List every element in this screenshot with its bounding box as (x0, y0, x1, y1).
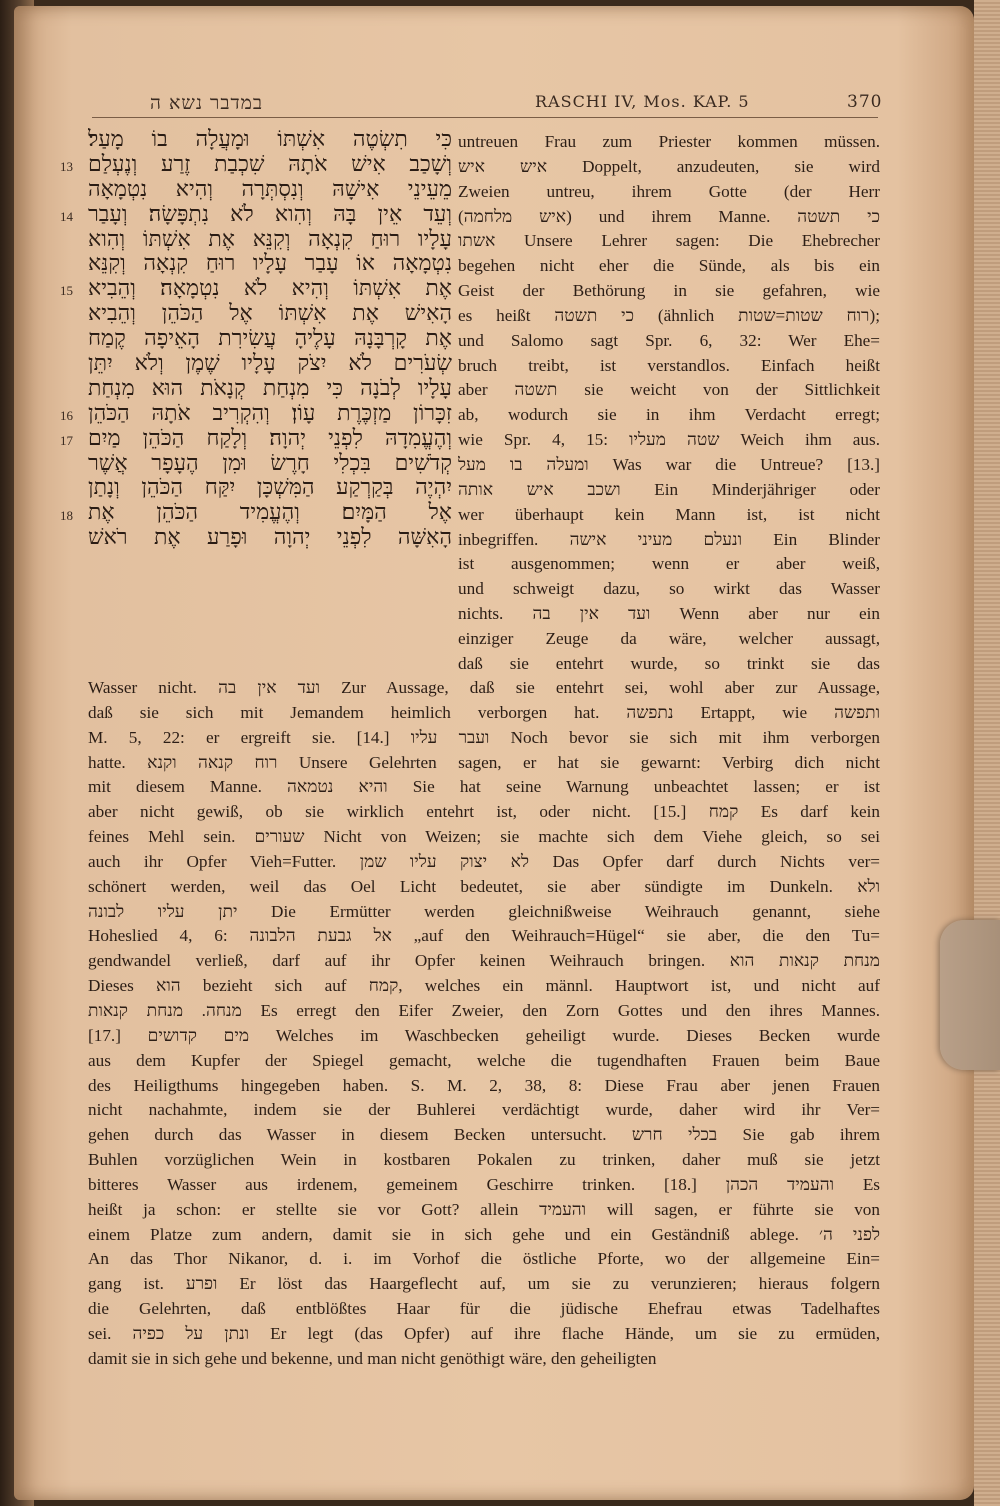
commentary-line: מנחה. מנחת קנאות Es erregt den Eifer Zweier, den Zorn Gottes und den ihres Mannes. (88, 1000, 880, 1020)
hebrew-verse-line: הָאִשָּׁה לִפְנֵי יְהוָה וּפָרַע אֶת רֹאשׁ (88, 526, 452, 551)
commentary-line: daß sie entehrt wurde, so trinkt sie das (458, 653, 880, 673)
commentary-line: ומעלה בו מעל Was war die Untreue? [13.] (458, 454, 880, 474)
commentary-line: ab, wodurch sie in ihm Verdacht erregt; (458, 405, 880, 425)
commentary-line: gendwandel verließ, darf auf ihr Opfer keinen Weihrauch bringen. מנחת קנאות הוא (88, 951, 880, 971)
commentary-line: nichts. ועד אין בה Wenn aber nur ein (458, 604, 880, 624)
commentary-line: mit diesem Manne. והיא נטמאה Sie hat seine Warnung unbeachtet lassen; er ist (88, 777, 880, 797)
commentary-line: Hoheslied 4, 6: אל גבעת הלבונה „auf den Weihrauch=Hügel“ sie aber, die den Tu= (88, 926, 880, 946)
commentary-line: aus dem Kupfer der Spiegel gemacht, welche die tugendhaften Frauen beim Baue (88, 1050, 880, 1070)
commentary-line: schönert werden, weil das Oel Licht bedeutet, sie aber sündigte im Dunkeln. ולא (88, 876, 880, 896)
hebrew-text-block (88, 128, 452, 551)
hebrew-verse-line: וְשָׁכַב אִישׁ אֹתָהּ שִׁכְבַת זֶרַע וְנֶעְלַם (88, 152, 452, 177)
commentary-line: wer überhaupt kein Mann ist, ist nicht (458, 504, 880, 524)
hebrew-verse-line: מֵעֵינֵי אִישָׁהּ וְנִסְתְּרָה וְהִיא נִטְמָאָה (88, 177, 452, 202)
commentary-line: gehen durch das Wasser in diesem Becken untersucht. בכלי חרש Sie gab ihrem (88, 1125, 880, 1145)
commentary-line: die Gelehrten, daß entblößtes Haar für die jüdische Ehefrau etwas Tadelhaftes (88, 1299, 880, 1319)
page-edges (974, 0, 1000, 1506)
hebrew-verse-line: נִטְמָאָה אוֹ עָבַר עָלָיו רוּחַ קִנְאָה וְקִנֵּא (88, 252, 452, 277)
hebrew-verse-line: יִהְיֶה בְּקַרְקַע הַמִּשְׁכָּן יִקַּח הַכֹּהֵן וְנָתַן (88, 476, 452, 501)
commentary-line: Wasser nicht. ועד אין בה Zur Aussage, daß sie entehrt sei, wohl aber zur Aussage, (88, 678, 880, 697)
commentary-line: es heißt כי תשטה (ähnlich רוח שטות=שטות); (458, 305, 880, 325)
hebrew-verse-line: שְׂעֹרִים לֹא יִצֹק עָלָיו שֶׁמֶן וְלֹא יִתֵּן (88, 352, 452, 377)
commentary-line: untreuen Frau zum Priester kommen müssen. (458, 132, 880, 151)
commentary-line: אשתו Unsere Lehrer sagen: Die Ehebrecher (458, 231, 880, 251)
commentary-line: damit sie in sich gehe und bekenne, und man nicht genöthigt wäre, den geheiligten (88, 1348, 657, 1368)
hebrew-verse-line: וְהֶעֱמִדָהּ לִפְנֵי יְהוָה׃ וְלָקַח הַכֹּהֵן מַיִם (88, 426, 452, 451)
commentary-line: des Heiligthums hingegeben haben. S. M. 2, 38, 8: Diese Frau aber jenen Frauen (88, 1075, 880, 1095)
commentary-line: feines Mehl sein. שעורים Nicht von Weizen; sie machte sich dem Viehe gleich, so sei (88, 827, 880, 847)
header-title: RASCHI IV, Mos. KAP. 5 (535, 92, 750, 111)
commentary-line: und schweigt dazu, so wirkt das Wasser (458, 579, 880, 599)
commentary-line: sei. ונתן על כפיה Er legt (das Opfer) auf ihre flache Hände, um sie zu ermüden, (88, 1323, 880, 1343)
commentary-line: gang ist. ופרע Er löst das Haargeflecht auf, um sie zu verunzieren; hieraus folgern (88, 1274, 880, 1294)
commentary-line: Buhlen vorzüglichen Wein in kostbaren Pokalen zu trinken, daher muß sie jetzt (88, 1150, 880, 1170)
hebrew-verse-line: קְדֹשִׁים בִּכְלִי חָרֶשׂ וּמִן הֶעָפָר אֲשֶׁר (88, 451, 452, 476)
verse-number: 13 (60, 158, 73, 174)
verse-number: 17 (60, 432, 73, 448)
hebrew-verse-line: אֶת אִשְׁתּוֹ וְהִיא לֹא נִטְמָאָה׃ וְהֵבִיא (88, 277, 452, 302)
commentary-line: Zweien untreu, ihrem Gotte (der Herr (458, 181, 880, 201)
commentary-line: Geist der Bethörung in sie gefahren, wie (458, 281, 880, 301)
commentary-line: aber תשטה sie weicht von der Sittlichkeit (458, 380, 880, 400)
commentary-line: und Salomo sagt Spr. 6, 32: Wer Ehe= (458, 330, 880, 350)
header-hebrew: במדבר נשא ה (150, 92, 264, 114)
commentary-line: M. 5, 22: er ergreift sie. [14.] ועבר עליו Noch bevor sie sich mit ihm verborgen (88, 727, 880, 747)
commentary-line: daß sie sich mit Jemandem heimlich verborgen hat. נתפשה Ertappt, wie ותפשה (88, 702, 880, 722)
commentary-line: Dieses הוא bezieht sich auf קמח, welches ein männl. Hauptwort ist, und nicht auf (88, 976, 880, 996)
commentary-line: איש איש Doppelt, anzudeuten, sie wird (458, 156, 880, 176)
commentary-line: bruch treibt, ist verstandlos. Einfach heißt (458, 355, 880, 375)
thumb-index-tab (940, 920, 1000, 1070)
commentary-line: ist ausgenommen; wenn er aber weiß, (458, 554, 880, 574)
commentary-line: aber nicht gewiß, ob sie wirklich entehrt ist, oder nicht. [15.] קמח Es darf kein (88, 802, 880, 822)
commentary-line: יתן עליו לבונה Die Ermütter werden gleichnißweise Weihrauch genannt, siehe (88, 901, 880, 921)
hebrew-verse-line: זִכָּרוֹן מַזְכֶּרֶת עָוֹן׃ וְהִקְרִיב אֹתָהּ הַכֹּהֵן (88, 401, 452, 426)
verse-number: 15 (60, 283, 73, 299)
hebrew-verse-line: אֶת קָרְבָּנָהּ עָלֶיהָ עֲשִׂירִת הָאֵיפָה קֶמַח (88, 327, 452, 352)
verse-number: 14 (60, 208, 73, 224)
page-number: 370 (847, 92, 883, 112)
commentary-line: bitteres Wasser aus irdenem, gemeinem Geschirre trinken. [18.] והעמיד הכהן Es (88, 1174, 880, 1194)
commentary-line: nicht nachahmte, indem sie der Buhlerei verdächtigt wurde, daher wird ihr Ver= (88, 1100, 880, 1120)
commentary-line: begehen nicht eher die Sünde, als bis ein (458, 256, 880, 276)
verse-number: 16 (60, 407, 73, 423)
commentary-line: hatte. רוח קנאה וקנא Unsere Gelehrten sagen, er hat sie gewarnt: Verbirg dich nicht (88, 752, 880, 772)
commentary-line: einem Platze zum andern, damit sie in sich gehe und ein Geständniß ablege. לפני ה׳ (88, 1224, 880, 1244)
commentary-right-column (458, 130, 880, 677)
commentary-line: An das Thor Nikanor, d. i. im Vorhof die östliche Pforte, wo der allgemeine Ein= (88, 1249, 880, 1269)
hebrew-verse-line: הָאִישׁ אֶת אִשְׁתּוֹ אֶל הַכֹּהֵן וְהֵבִיא (88, 302, 452, 327)
hebrew-verse-line: כִּי תִשְׂטֶה אִשְׁתּוֹ וּמָעֲלָה בוֹ מָעַל׃ (88, 128, 452, 152)
hebrew-verse-line: אֶל הַמָּיִם׃ וְהֶעֱמִיד הַכֹּהֵן אֶת (88, 501, 452, 526)
header-rule (92, 117, 878, 118)
commentary-line: einziger Zeuge da wäre, welcher aussagt, (458, 628, 880, 648)
verse-number: 18 (60, 507, 73, 523)
commentary-line: inbegriffen. ונעלם מעיני אישה Ein Blinder (458, 529, 880, 549)
hebrew-verse-line: וְעֵד אֵין בָּהּ וְהִוא לֹא נִתְפָּשָׂה׃ וְעָבַר (88, 202, 452, 227)
commentary-line: wie Spr. 4, 15: שטה מעליו Weich ihm aus. (458, 430, 880, 450)
commentary-line: auch ihr Opfer Vieh=Futter. לא יצוק עליו שמן Das Opfer darf durch Nichts ver= (88, 851, 880, 871)
commentary-line: (איש מלחמה) und ihrem Manne. כי תשטה (458, 206, 880, 226)
commentary-line: heißt ja schon: er stellte sie vor Gott? allein והעמיד will sagen, er führte sie von (88, 1199, 880, 1219)
hebrew-verse-line: עָלָיו לְבֹנָה כִּי מִנְחַת קְנָאֹת הוּא מִנְחַת (88, 376, 452, 401)
hebrew-verse-line: עָלָיו רוּחַ קִנְאָה וְקִנֵּא אֶת אִשְׁתּוֹ וְהִוא (88, 227, 452, 252)
commentary-full-width (88, 676, 880, 1372)
commentary-line: ושכב איש אותה Ein Minderjähriger oder (458, 479, 880, 499)
commentary-line: [17.] מים קדושים Welches im Waschbecken geheiligt wurde. Dieses Becken wurde (88, 1025, 880, 1045)
